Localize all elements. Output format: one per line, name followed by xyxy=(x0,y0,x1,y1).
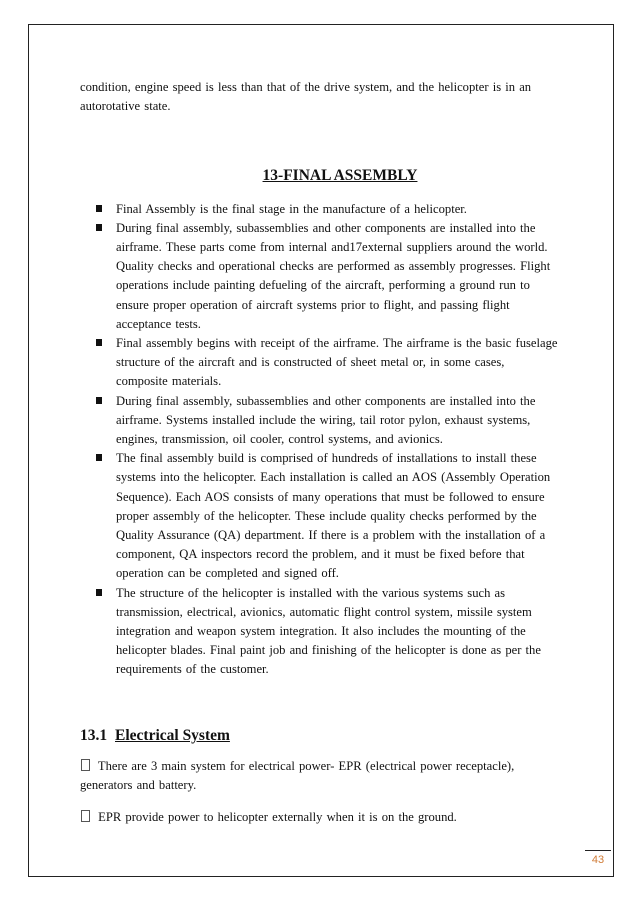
bullet-text: During final assembly, subassemblies and other components are installed into the airframe. These parts come from internal and17external suppliers around the world. Quality checks and operational checks are performed as assembly progresses. Flight operations include painting defueling of the aircraft, performing a ground run to ensure proper operation of aircraft systems prior to flight, and passing flight acceptance tests. xyxy=(116,220,551,331)
square-bullet-icon xyxy=(96,397,102,404)
bullet-item xyxy=(116,200,560,219)
square-bullet-icon xyxy=(96,454,102,461)
document-body xyxy=(80,78,560,841)
bullet-item xyxy=(116,334,560,392)
electrical-paragraph xyxy=(80,757,560,795)
square-bullet-icon xyxy=(96,224,102,231)
missing-glyph-box-icon xyxy=(81,810,90,822)
bullet-item xyxy=(116,392,560,450)
bullet-text: The final assembly build is comprised of hundreds of installations to install these systems into the helicopter. Each installation is called an AOS (Assembly Operation Sequence). Each AOS consists of many operations that must be followed to ensure proper assembly of the helicopter. These include quality checks performed by the Quality Assurance (QA) department. If there is a problem with the installation of a component, QA inspectors record the problem, and it must be fixed before that operation can be completed and signed off. xyxy=(116,451,551,581)
square-bullet-icon xyxy=(96,589,102,596)
square-bullet-icon xyxy=(96,205,102,212)
paragraph-text: EPR provide power to helicopter externally when it is on the ground. xyxy=(98,810,457,825)
section-number: 13.1 xyxy=(80,726,108,744)
missing-glyph-box-icon xyxy=(81,759,90,771)
bullet-item xyxy=(116,584,560,680)
section-heading-final-assembly: 13-FINAL ASSEMBLY xyxy=(262,167,418,185)
page-number: 43 xyxy=(585,850,611,866)
intro-paragraph: condition, engine speed is less than that of the drive system, and the helicopter is in an autorotative state. xyxy=(80,80,532,114)
paragraph-text: There are 3 main system for electrical power- EPR (electrical power receptacle), generators and battery. xyxy=(80,758,515,793)
section-title: Electrical System xyxy=(115,726,230,744)
bullet-item xyxy=(116,449,560,583)
bullet-text: Final Assembly is the final stage in the manufacture of a helicopter. xyxy=(116,201,467,216)
bullet-text: During final assembly, subassemblies and other components are installed into the airframe. Systems installed include the wiring, tail rotor pylon, exhaust systems, engines, transmission, oil cooler, control systems, and avionics. xyxy=(116,393,536,447)
bullet-text: Final assembly begins with receipt of the airframe. The airframe is the basic fuselage structure of the aircraft and is constructed of sheet metal or, in some cases, composite materials. xyxy=(116,336,558,389)
section-heading-electrical-system xyxy=(80,726,560,745)
electrical-paragraph xyxy=(80,808,560,827)
square-bullet-icon xyxy=(96,339,102,346)
final-assembly-bullet-list xyxy=(80,200,560,680)
bullet-text: The structure of the helicopter is installed with the various systems such as transmission, electrical, avionics, automatic flight control system, missile system integration and weapon system integration. It also includes the mounting of the helicopter blades. Final paint job and finishing of the helicopter is done as per the requirements of the customer. xyxy=(116,585,541,677)
bullet-item xyxy=(116,219,560,334)
